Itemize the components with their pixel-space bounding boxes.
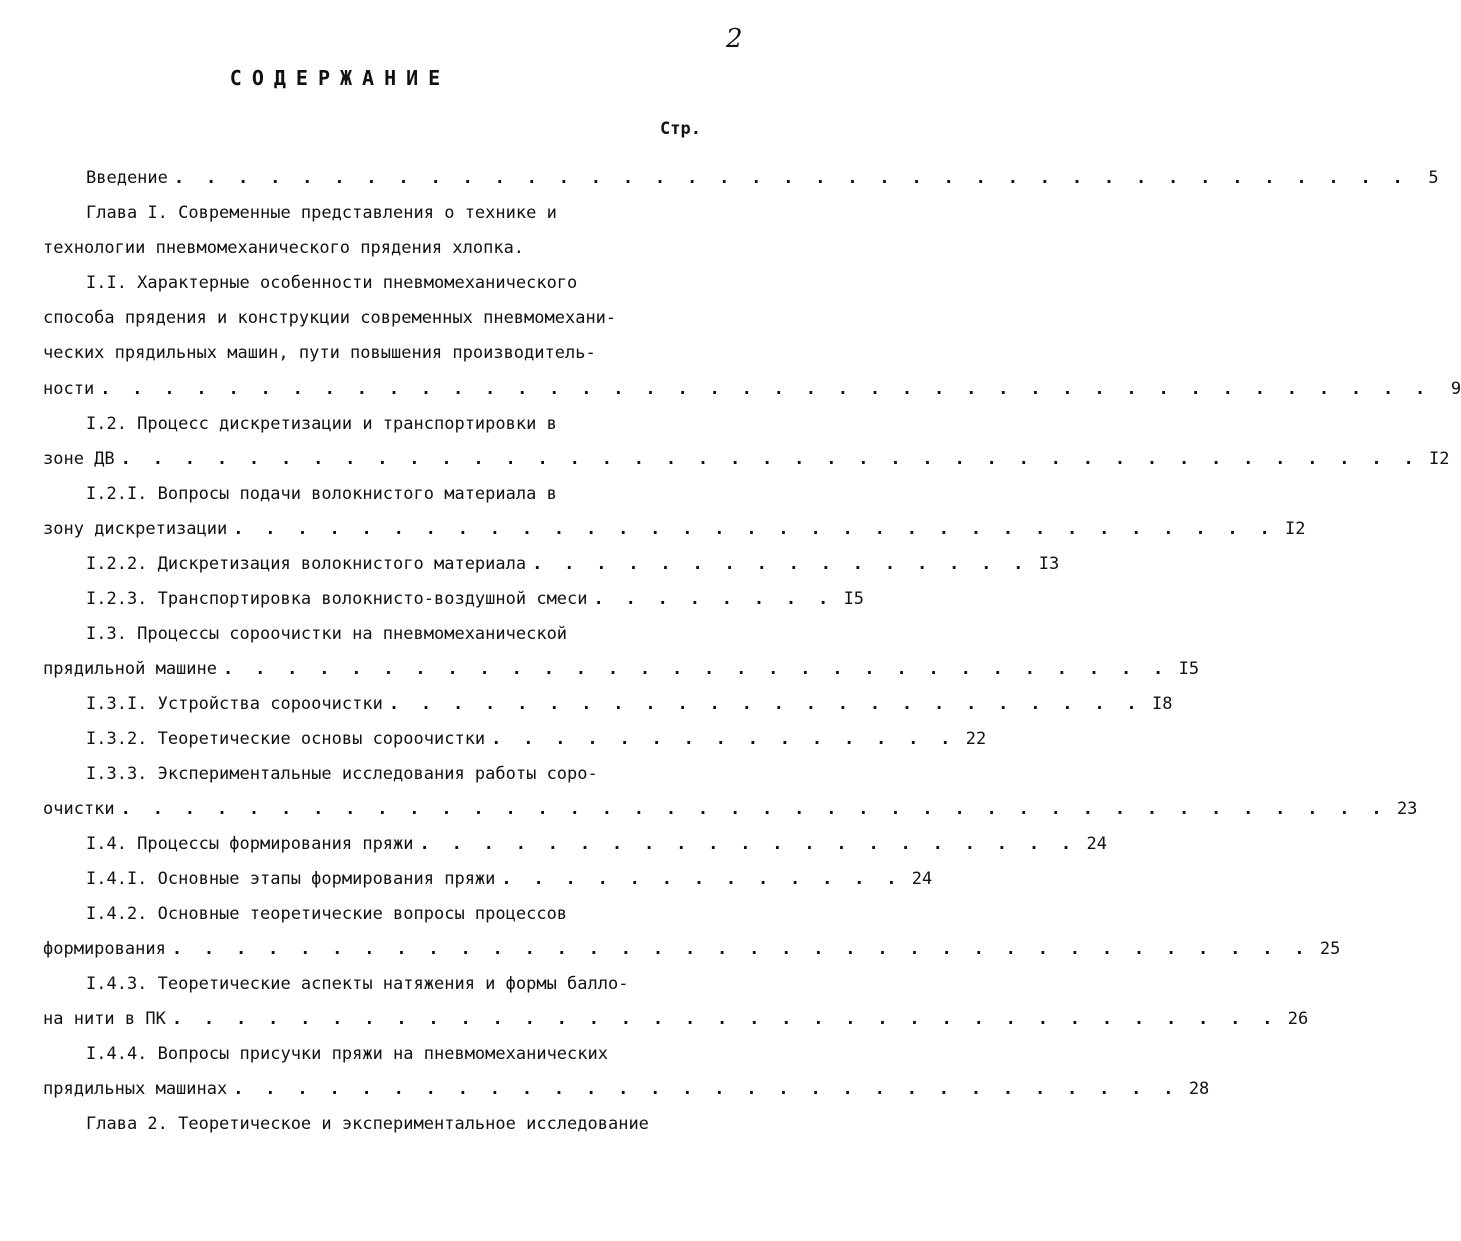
- toc-entry-text: I.2.2. Дискретизация волокнистого материала: [86, 554, 527, 574]
- toc-entry-1-3-2: [86, 726, 987, 752]
- toc-entry-text: I.3.2. Теоретические основы сороочистки: [86, 729, 486, 749]
- toc-entry-page: 25: [1319, 939, 1341, 959]
- toc-entry-chapter-1-cont: [43, 235, 524, 261]
- toc-entry-text: зоне ДВ: [43, 449, 115, 469]
- toc-entry-text: I.2. Процесс дискретизации и транспортировки в: [86, 414, 557, 434]
- toc-entry-1-3-3-end: [43, 796, 1418, 822]
- toc-entry-text: I.4.I. Основные этапы формирования пряжи: [86, 869, 496, 889]
- toc-entry-1-3-1: [86, 691, 1173, 717]
- toc-entry-page: I2: [1429, 449, 1450, 469]
- toc-entry-chapter-1: [86, 200, 557, 226]
- toc-entry-1-4-2-end: [43, 936, 1341, 962]
- toc-entry-page: I8: [1151, 694, 1173, 714]
- toc-entry-page: I3: [1038, 554, 1060, 574]
- toc-entry-text: формирования: [43, 939, 166, 959]
- toc-entry-1-4: [86, 831, 1107, 857]
- toc-entry-text: I.3.I. Устройства сороочистки: [86, 694, 383, 714]
- toc-entry-1-3-3: [86, 761, 598, 787]
- toc-entry-text: очистки: [43, 799, 115, 819]
- toc-entry-text: ческих прядильных машин, пути повышения производитель-: [43, 343, 596, 363]
- toc-entry-1-3: [86, 621, 567, 647]
- toc-entry-1-3-end: [43, 656, 1200, 682]
- page-title: СОДЕРЖАНИЕ: [229, 66, 451, 90]
- toc-entry-page: 24: [1086, 834, 1107, 854]
- toc-entry-text: технологии пневмомеханического прядения хлопка.: [43, 238, 525, 258]
- toc-entry-page: 5: [1428, 168, 1439, 188]
- toc-entry-chapter-2: [86, 1111, 649, 1137]
- toc-entry-1-2-end: [43, 446, 1450, 472]
- toc-entry-text: прядильных машинах: [43, 1079, 228, 1099]
- toc-entry-text: I.3.3. Экспериментальные исследования работы соро-: [86, 764, 598, 784]
- toc-entry-page: 28: [1188, 1079, 1210, 1099]
- toc-entry-text: I.4.2. Основные теоретические вопросы процессов: [86, 904, 568, 924]
- dot-leader: . . . . . . . . . . . . . . . . . . . . . . . . . . . . . . . . . . . . . . . . .: [120, 449, 1420, 469]
- toc-entry-text: Введение: [86, 168, 168, 188]
- toc-entry-text: I.I. Характерные особенности пневмомеханического: [86, 273, 578, 293]
- toc-entry-page: I5: [1178, 659, 1200, 679]
- toc-entry-text: зону дискретизации: [43, 519, 228, 539]
- dot-leader: . . . . . . . . . . . . .: [501, 869, 903, 889]
- toc-entry-page: 9: [1450, 379, 1461, 399]
- dot-leader: . . . . . . . . . . . . . . . . . . . . . . . . . . . . . . . . . . . . . . .: [173, 168, 1409, 188]
- dot-leader: . . . . . . . . . . . . . . . . . . . . . . . . . . . . . . . . .: [233, 519, 1276, 539]
- toc-entry-page: I5: [843, 589, 865, 609]
- toc-entry-1-1-end: [43, 376, 1461, 402]
- toc-entry-1-4-3: [86, 971, 628, 997]
- toc-entry-page: I2: [1285, 519, 1306, 539]
- dot-leader: . . . . . . . . . . . . . . . . . . . . . . . . . . . . . .: [233, 1079, 1180, 1099]
- toc-entry-1-4-4-end: [43, 1076, 1210, 1102]
- toc-entry-text: I.2.I. Вопросы подачи волокнистого материала в: [86, 484, 557, 504]
- toc-entry-1-1-cont: [43, 305, 616, 331]
- dot-leader: . . . . . . . .: [593, 589, 835, 609]
- dot-leader: . . . . . . . . . . . . . . . . . . . . . . . . . . . . . . . . . . . . . . . . . .: [100, 379, 1432, 399]
- toc-entry-page: 23: [1396, 799, 1418, 819]
- toc-entry-1-2-1: [86, 481, 557, 507]
- toc-entry-text: Глава I. Современные представления о технике и: [86, 203, 557, 223]
- dot-leader: . . . . . . . . . . . . . . . . . . . . . . . . . . . . . . . . . . . . . . . .: [120, 799, 1388, 819]
- toc-entry-page: 26: [1287, 1009, 1309, 1029]
- dot-leader: . . . . . . . . . . . . . . .: [491, 729, 957, 749]
- toc-entry-text: способа прядения и конструкции современных пневмомехани-: [43, 308, 617, 328]
- toc-entry-text: на нити в ПК: [43, 1009, 166, 1029]
- page-number: 2: [726, 24, 743, 54]
- toc-entry-page: 22: [965, 729, 987, 749]
- toc-entry-1-1: [86, 270, 577, 296]
- toc-entry-text: I.3. Процессы сороочистки на пневмомеханической: [86, 624, 568, 644]
- toc-entry-1-1-cont: [43, 340, 596, 366]
- toc-entry-1-4-1: [86, 866, 933, 892]
- dot-leader: . . . . . . . . . . . . . . . . . . . . . . . . . . . . . . . . . . . .: [171, 939, 1311, 959]
- toc-entry-text: прядильной машине: [43, 659, 217, 679]
- toc-entry-1-4-4: [86, 1041, 608, 1067]
- toc-entry-text: I.2.3. Транспортировка волокнисто-воздушной смеси: [86, 589, 588, 609]
- dot-leader: . . . . . . . . . . . . . . . . . . . . . . . . . . . . . .: [223, 659, 1170, 679]
- toc-entry-1-2-1-end: [43, 516, 1306, 542]
- toc-entry-text: I.4.3. Теоретические аспекты натяжения и формы балло-: [86, 974, 629, 994]
- toc-entry-text: Глава 2. Теоретическое и экспериментальное исследование: [86, 1114, 649, 1134]
- dot-leader: . . . . . . . . . . . . . . . . . . . . .: [419, 834, 1077, 854]
- dot-leader: . . . . . . . . . . . . . . . . . . . . . . . .: [388, 694, 1143, 714]
- toc-entry-1-4-3-end: [43, 1006, 1309, 1032]
- page-column-label: Стр.: [660, 119, 701, 139]
- toc-entry-1-4-2: [86, 901, 567, 927]
- toc-entry-text: I.4. Процессы формирования пряжи: [86, 834, 414, 854]
- toc-entry-1-2-2: [86, 551, 1060, 577]
- toc-entry-text: I.4.4. Вопросы присучки пряжи на пневмомеханических: [86, 1044, 608, 1064]
- dot-leader: . . . . . . . . . . . . . . . . . . . . . . . . . . . . . . . . . . .: [171, 1009, 1279, 1029]
- toc-entry-1-2: [86, 411, 557, 437]
- toc-entry-introduction: [86, 165, 1439, 191]
- dot-leader: . . . . . . . . . . . . . . . .: [532, 554, 1030, 574]
- toc-entry-page: 24: [911, 869, 933, 889]
- toc-entry-text: ности: [43, 379, 95, 399]
- toc-entry-1-2-3: [86, 586, 865, 612]
